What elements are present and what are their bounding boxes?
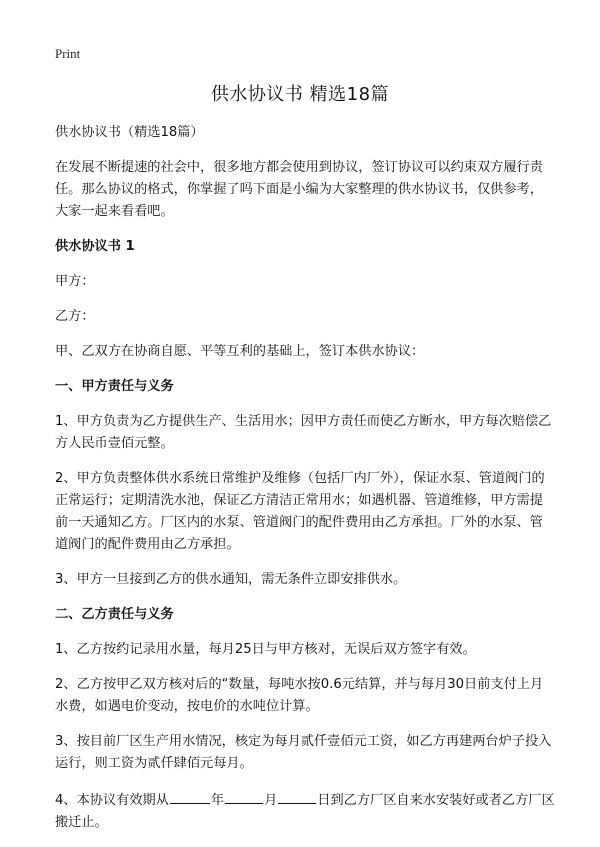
- party-b-line: 乙方：: [55, 309, 95, 324]
- section-2-item-4: [55, 788, 555, 834]
- document-subtitle: 供水协议书（精选18篇）: [55, 125, 204, 140]
- section-1-item-1: 1、甲方负责为乙方提供生产、生活用水；因甲方责任而使乙方断水，甲方每次赔偿乙方人民币壹佰元整。: [55, 414, 552, 451]
- item-4-year-label: 年: [210, 793, 225, 808]
- intro-paragraph: 在发展不断提速的社会中，很多地方都会使用到协议，签订协议可以约束双方履行责任。那么协议的格式，你掌握了吗下面是小编为大家整理的供水协议书，仅供参考，大家一起来看看吧。: [55, 160, 543, 219]
- section-1-heading: 一、甲方责任与义务: [55, 379, 174, 394]
- item-4-text-start: 4、本协议有效期从: [55, 793, 169, 808]
- year-blank: [170, 788, 210, 804]
- agreement-heading: 供水协议书 1: [55, 239, 135, 254]
- party-a-line: 甲方：: [55, 274, 95, 289]
- section-2-item-3: 3、按目前厂区生产用水情况，核定为每月贰仟壹佰元工资，如乙方再建两台炉子投入运行，则工资为贰仟肆佰元每月。: [55, 734, 552, 771]
- item-4-text-end: 日到乙方厂区自来水安装好或者乙方厂区搬迁止。: [55, 793, 555, 830]
- section-2-heading: 二、乙方责任与义务: [55, 607, 174, 622]
- section-1-item-3: 3、甲方一旦接到乙方的供水通知，需无条件立即安排供水。: [55, 572, 407, 587]
- item-4-month-label: 月: [264, 793, 278, 808]
- page-title: 供水协议书 精选18篇: [210, 84, 390, 105]
- section-1-item-2: 2、甲方负责整体供水系统日常维护及维修（包括厂内厂外），保证水泵、管道阀门的正常运行；定期清洗水池，保证乙方清洁正常用水；如遇机器、管道维修，甲方需提前一天通知乙方。厂区内的水泵、管道阀门的配件费用由乙方承担。厂外的水泵、管道阀门的配件费用由乙方承担。: [55, 471, 545, 552]
- document-body: [55, 122, 555, 847]
- preamble-paragraph: 甲、乙双方在协商自愿、平等互利的基础上，签订本供水协议：: [55, 344, 425, 359]
- print-label: Print: [55, 46, 81, 61]
- month-blank: [225, 788, 263, 804]
- section-2-item-2: 2、乙方按甲乙双方核对后的“数量，每吨水按0.6元结算，并与每月30日前支付上月水费，如遇电价变动，按电价的水吨位计算。: [55, 677, 544, 714]
- section-2-item-1: 1、乙方按约记录用水量，每月25日与甲方核对，无误后双方签字有效。: [55, 642, 476, 657]
- day-blank: [278, 788, 316, 804]
